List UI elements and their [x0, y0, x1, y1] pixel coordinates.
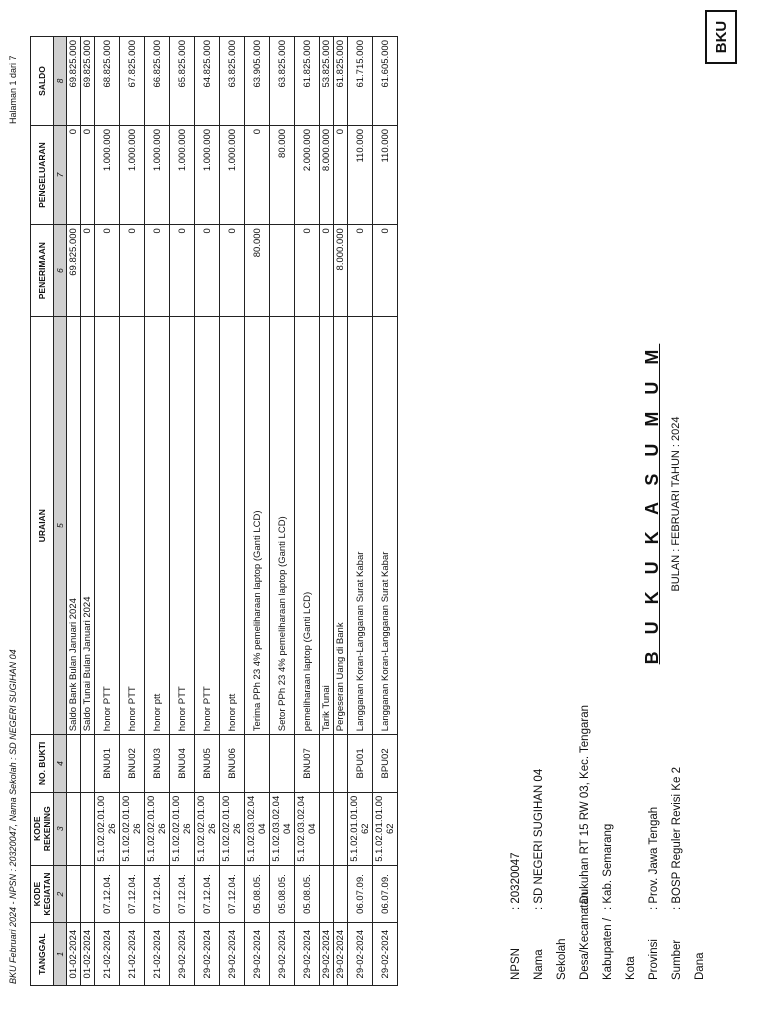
info-label: Kabupaten / Kota — [602, 917, 637, 980]
column-number: 2 — [54, 865, 67, 922]
cell-saldo: 61.825.000 — [334, 37, 348, 126]
table-row — [320, 37, 334, 986]
cell-kode-rekening: 5.1.02.02.01.00 26 — [145, 792, 170, 865]
info-label: NPSN — [510, 948, 522, 980]
info-row — [666, 705, 712, 980]
cell-pengeluaran: 1.000.000 — [170, 125, 195, 224]
cell-no-bukti: BNU04 — [170, 735, 195, 792]
info-value: : 20320047 — [510, 852, 522, 910]
cell-saldo: 61.715.000 — [348, 37, 373, 126]
cell-no-bukti: BPU02 — [373, 735, 398, 792]
cell-uraian: Saldo Bank Bulan Januari 2024 — [67, 317, 81, 735]
header-kode-kegiatan: KODE KEGIATAN — [31, 865, 54, 922]
info-value: : Kab. Semarang — [602, 823, 614, 910]
info-label: Desa/Kecamatan — [579, 891, 591, 980]
cell-kode-kegiatan — [334, 865, 348, 922]
cell-penerimaan: 0 — [81, 225, 95, 317]
header-tanggal: TANGGAL — [31, 923, 54, 986]
info-row — [505, 705, 528, 980]
cell-kode-rekening: 5.1.02.01.01.00 62 — [348, 792, 373, 865]
table-row — [81, 37, 95, 986]
cell-no-bukti — [81, 735, 95, 792]
cell-no-bukti — [270, 735, 295, 792]
table-row — [220, 37, 245, 986]
cell-kode-kegiatan: 07.12.04. — [120, 865, 145, 922]
cell-tanggal: 29-02-2024 — [320, 923, 334, 986]
cell-pengeluaran: 2.000.000 — [295, 125, 320, 224]
table-row — [120, 37, 145, 986]
info-value: : Prov. Jawa Tengah — [648, 806, 660, 910]
cell-penerimaan: 0 — [348, 225, 373, 317]
table-row — [348, 37, 373, 986]
cell-no-bukti: BNU01 — [95, 735, 120, 792]
cell-pengeluaran: 1.000.000 — [120, 125, 145, 224]
table-body — [67, 37, 398, 986]
cell-uraian: Pergeseran Uang di Bank — [334, 317, 348, 735]
cell-tanggal: 01-02-2024 — [81, 923, 95, 986]
cell-kode-kegiatan: 06.07.09. — [373, 865, 398, 922]
info-label: Nama Sekolah — [533, 938, 568, 980]
cell-no-bukti: BNU06 — [220, 735, 245, 792]
footer-info: BKU Februari 2024 - NPSN : 20320047, Nama Sekolah : SD NEGERI SUGIHAN 04 — [8, 649, 18, 984]
info-label: Sumber Dana — [671, 939, 706, 980]
cell-penerimaan: 8.000.000 — [334, 225, 348, 317]
info-value: : Dukuhan RT 15 RW 03, Kec. Tengaran — [579, 705, 591, 910]
document-subtitle: BULAN : FEBRUARI TAHUN : 2024 — [670, 416, 682, 592]
cell-saldo: 61.825.000 — [295, 37, 320, 126]
cell-tanggal: 21-02-2024 — [145, 923, 170, 986]
table-row — [295, 37, 320, 986]
header-kode-rekening: KODE REKENING — [31, 792, 54, 865]
info-value: : BOSP Reguler Revisi Ke 2 — [671, 767, 683, 910]
cell-tanggal: 29-02-2024 — [245, 923, 270, 986]
cell-kode-kegiatan: 05.08.05. — [270, 865, 295, 922]
info-row — [597, 705, 643, 980]
cell-kode-kegiatan: 05.08.05. — [295, 865, 320, 922]
table-row — [270, 37, 295, 986]
cell-uraian: Terima PPh 23 4% pemeliharaan laptop (Ganti LCD) — [245, 317, 270, 735]
cell-pengeluaran: 0 — [67, 125, 81, 224]
cell-pengeluaran: 0 — [81, 125, 95, 224]
cell-kode-kegiatan: 07.12.04. — [170, 865, 195, 922]
cell-tanggal: 29-02-2024 — [373, 923, 398, 986]
cell-saldo: 64.825.000 — [195, 37, 220, 126]
cell-pengeluaran: 0 — [245, 125, 270, 224]
cell-penerimaan: 0 — [320, 225, 334, 317]
header-saldo: SALDO — [31, 37, 54, 126]
cell-kode-rekening: 5.1.02.02.01.00 26 — [170, 792, 195, 865]
cell-pengeluaran: 1.000.000 — [220, 125, 245, 224]
column-number: 1 — [54, 923, 67, 986]
cell-saldo: 69.825.000 — [81, 37, 95, 126]
cell-kode-rekening: 5.1.02.03.02.04 04 — [270, 792, 295, 865]
column-number: 6 — [54, 225, 67, 317]
bku-badge: BKU — [705, 10, 737, 64]
cell-kode-rekening — [81, 792, 95, 865]
cell-saldo: 66.825.000 — [145, 37, 170, 126]
cell-tanggal: 29-02-2024 — [348, 923, 373, 986]
info-row — [528, 705, 574, 980]
school-info — [505, 705, 712, 980]
cell-tanggal: 01-02-2024 — [67, 923, 81, 986]
cell-kode-rekening: 5.1.02.02.01.00 26 — [95, 792, 120, 865]
cell-penerimaan: 0 — [295, 225, 320, 317]
cell-uraian: honor ptt — [220, 317, 245, 735]
cell-uraian: Setor PPh 23 4% pemeliharaan laptop (Ganti LCD) — [270, 317, 295, 735]
cell-tanggal: 29-02-2024 — [334, 923, 348, 986]
cell-uraian: Langganan Koran-Langganan Surat Kabar — [373, 317, 398, 735]
cell-kode-kegiatan: 07.12.04. — [95, 865, 120, 922]
cell-kode-rekening: 5.1.02.02.01.00 26 — [120, 792, 145, 865]
cell-penerimaan — [270, 225, 295, 317]
header-penerimaan: PENERIMAAN — [31, 225, 54, 317]
cell-no-bukti: BNU07 — [295, 735, 320, 792]
info-value: : SD NEGERI SUGIHAN 04 — [533, 768, 545, 910]
cell-uraian: honor PTT — [170, 317, 195, 735]
cell-uraian: Saldo Tunai Bulan Januari 2024 — [81, 317, 95, 735]
table-row — [145, 37, 170, 986]
cell-saldo: 63.825.000 — [270, 37, 295, 126]
cell-tanggal: 29-02-2024 — [170, 923, 195, 986]
info-row — [574, 705, 597, 980]
cell-pengeluaran: 0 — [334, 125, 348, 224]
cell-pengeluaran: 1.000.000 — [195, 125, 220, 224]
table-row — [170, 37, 195, 986]
info-label: Provinsi — [648, 939, 660, 980]
cell-kode-kegiatan — [320, 865, 334, 922]
table-row — [245, 37, 270, 986]
cell-saldo: 68.825.000 — [95, 37, 120, 126]
cell-kode-rekening: 5.1.02.02.01.00 26 — [195, 792, 220, 865]
cell-saldo: 69.825.000 — [67, 37, 81, 126]
cell-no-bukti — [67, 735, 81, 792]
cell-penerimaan: 0 — [120, 225, 145, 317]
table-column-number-row — [54, 37, 67, 986]
cash-ledger-table — [30, 36, 398, 986]
table-row — [373, 37, 398, 986]
cell-tanggal: 29-02-2024 — [295, 923, 320, 986]
table-row — [334, 37, 348, 986]
header-no-bukti: NO. BUKTI — [31, 735, 54, 792]
cell-tanggal: 29-02-2024 — [220, 923, 245, 986]
cell-kode-rekening — [320, 792, 334, 865]
cell-no-bukti — [245, 735, 270, 792]
cell-kode-kegiatan — [67, 865, 81, 922]
cell-saldo: 63.825.000 — [220, 37, 245, 126]
header-pengeluaran: PENGELUARAN — [31, 125, 54, 224]
cell-uraian: honor ptt — [145, 317, 170, 735]
table-row — [67, 37, 81, 986]
cell-penerimaan: 0 — [170, 225, 195, 317]
cell-kode-kegiatan: 07.12.04. — [145, 865, 170, 922]
cell-saldo: 63.905.000 — [245, 37, 270, 126]
cell-kode-rekening: 5.1.02.01.01.00 62 — [373, 792, 398, 865]
cell-pengeluaran: 8.000.000 — [320, 125, 334, 224]
cell-tanggal: 29-02-2024 — [270, 923, 295, 986]
cell-tanggal: 21-02-2024 — [120, 923, 145, 986]
cell-no-bukti: BNU02 — [120, 735, 145, 792]
cell-pengeluaran: 1.000.000 — [145, 125, 170, 224]
cell-uraian: honor PTT — [95, 317, 120, 735]
cell-pengeluaran: 80.000 — [270, 125, 295, 224]
cell-uraian: pemeliharaan laptop (Ganti LCD) — [295, 317, 320, 735]
cell-uraian: Langganan Koran-Langganan Surat Kabar — [348, 317, 373, 735]
cell-kode-kegiatan: 06.07.09. — [348, 865, 373, 922]
cell-penerimaan: 0 — [373, 225, 398, 317]
cell-penerimaan: 0 — [145, 225, 170, 317]
column-number: 3 — [54, 792, 67, 865]
table-header-row — [31, 37, 54, 986]
cell-kode-rekening: 5.1.02.02.01.00 26 — [220, 792, 245, 865]
cell-penerimaan: 80.000 — [245, 225, 270, 317]
column-number: 5 — [54, 317, 67, 735]
cell-no-bukti: BNU05 — [195, 735, 220, 792]
cell-tanggal: 29-02-2024 — [195, 923, 220, 986]
cell-saldo: 53.825.000 — [320, 37, 334, 126]
cell-kode-kegiatan: 07.12.04. — [195, 865, 220, 922]
cell-penerimaan: 0 — [195, 225, 220, 317]
cell-no-bukti: BNU03 — [145, 735, 170, 792]
cell-saldo: 67.825.000 — [120, 37, 145, 126]
cell-penerimaan: 0 — [95, 225, 120, 317]
cell-kode-kegiatan — [81, 865, 95, 922]
cell-penerimaan: 0 — [220, 225, 245, 317]
cell-pengeluaran: 110.000 — [373, 125, 398, 224]
cell-penerimaan: 69.825.000 — [67, 225, 81, 317]
cell-kode-kegiatan: 05.08.05. — [245, 865, 270, 922]
cell-saldo: 61.605.000 — [373, 37, 398, 126]
header-uraian: URAIAN — [31, 317, 54, 735]
document-title: B U K U K A S U M U M — [642, 343, 662, 665]
cell-kode-rekening — [67, 792, 81, 865]
cell-tanggal: 21-02-2024 — [95, 923, 120, 986]
cell-uraian: Tarik Tunai — [320, 317, 334, 735]
cell-saldo: 65.825.000 — [170, 37, 195, 126]
cell-kode-rekening — [334, 792, 348, 865]
column-number: 7 — [54, 125, 67, 224]
cell-uraian: honor PTT — [120, 317, 145, 735]
cell-no-bukti — [320, 735, 334, 792]
cell-pengeluaran: 110.000 — [348, 125, 373, 224]
column-number: 8 — [54, 37, 67, 126]
column-number: 4 — [54, 735, 67, 792]
table-row — [95, 37, 120, 986]
cell-pengeluaran: 1.000.000 — [95, 125, 120, 224]
table-row — [195, 37, 220, 986]
cell-uraian: honor PTT — [195, 317, 220, 735]
cell-no-bukti — [334, 735, 348, 792]
cell-kode-rekening: 5.1.02.03.02.04 04 — [295, 792, 320, 865]
cell-kode-kegiatan: 07.12.04. — [220, 865, 245, 922]
page-number: Halaman 1 dari 7 — [8, 55, 18, 124]
cell-kode-rekening: 5.1.02.03.02.04 04 — [245, 792, 270, 865]
cell-no-bukti: BPU01 — [348, 735, 373, 792]
info-row — [643, 705, 666, 980]
